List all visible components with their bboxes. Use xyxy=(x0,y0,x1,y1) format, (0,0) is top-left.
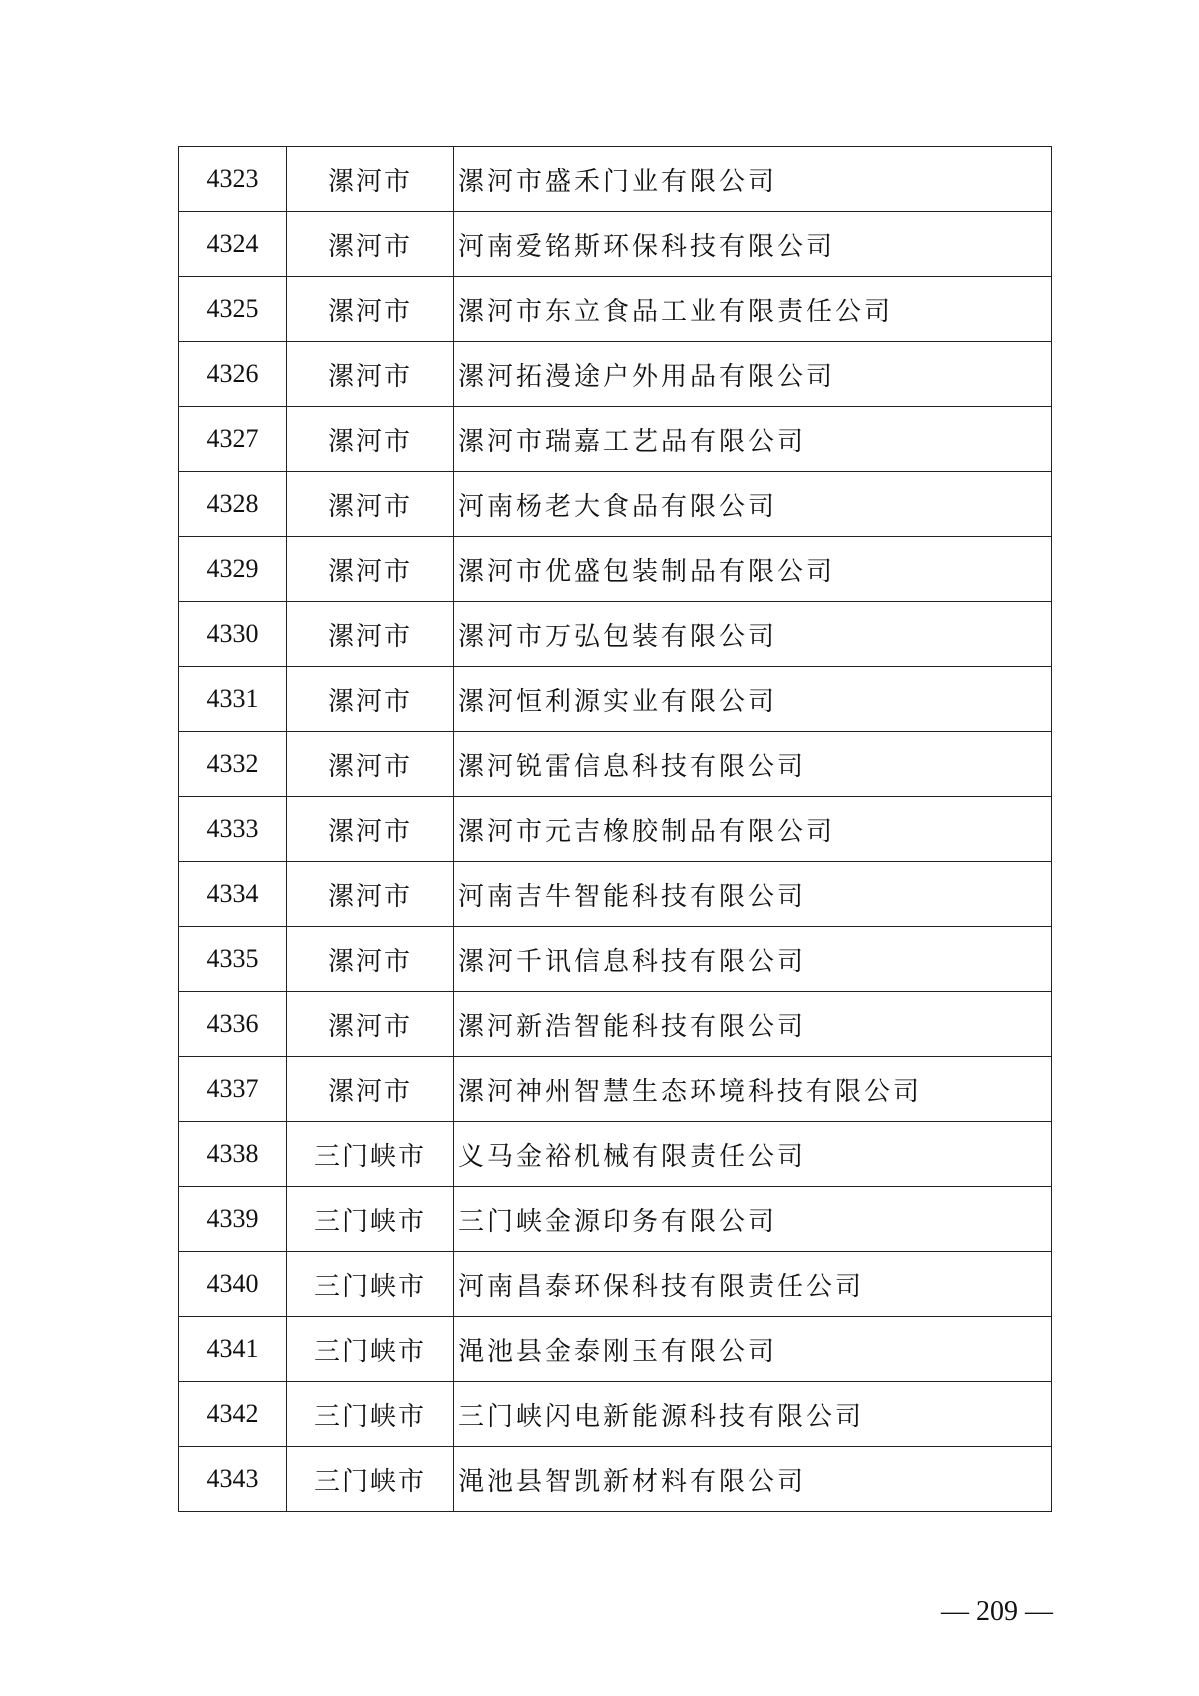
company-name-cell: 河南爱铭斯环保科技有限公司 xyxy=(454,212,1052,277)
table-row xyxy=(179,147,1052,212)
row-number-cell: 4333 xyxy=(179,797,287,862)
row-number-cell: 4342 xyxy=(179,1382,287,1447)
row-number-cell: 4341 xyxy=(179,1317,287,1382)
company-name-cell: 漯河市盛禾门业有限公司 xyxy=(454,147,1052,212)
company-name-cell: 渑池县智凯新材料有限公司 xyxy=(454,1447,1052,1512)
company-name-cell: 漯河恒利源实业有限公司 xyxy=(454,667,1052,732)
table-row xyxy=(179,602,1052,667)
table-row xyxy=(179,927,1052,992)
table-row xyxy=(179,992,1052,1057)
company-name-cell: 漯河市优盛包装制品有限公司 xyxy=(454,537,1052,602)
table-row xyxy=(179,407,1052,472)
table-row xyxy=(179,667,1052,732)
company-name-cell: 漯河拓漫途户外用品有限公司 xyxy=(454,342,1052,407)
city-cell: 漯河市 xyxy=(287,602,454,667)
row-number-cell: 4326 xyxy=(179,342,287,407)
city-cell: 三门峡市 xyxy=(287,1317,454,1382)
row-number-cell: 4325 xyxy=(179,277,287,342)
company-name-cell: 三门峡闪电新能源科技有限公司 xyxy=(454,1382,1052,1447)
table-row xyxy=(179,797,1052,862)
city-cell: 漯河市 xyxy=(287,472,454,537)
city-cell: 三门峡市 xyxy=(287,1187,454,1252)
company-name-cell: 漯河千讯信息科技有限公司 xyxy=(454,927,1052,992)
row-number-cell: 4329 xyxy=(179,537,287,602)
table-row xyxy=(179,212,1052,277)
city-cell: 漯河市 xyxy=(287,927,454,992)
city-cell: 漯河市 xyxy=(287,147,454,212)
city-cell: 三门峡市 xyxy=(287,1382,454,1447)
company-name-cell: 渑池县金泰刚玉有限公司 xyxy=(454,1317,1052,1382)
row-number-cell: 4337 xyxy=(179,1057,287,1122)
row-number-cell: 4327 xyxy=(179,407,287,472)
table-row xyxy=(179,1382,1052,1447)
city-cell: 三门峡市 xyxy=(287,1447,454,1512)
city-cell: 漯河市 xyxy=(287,407,454,472)
company-name-cell: 河南吉牛智能科技有限公司 xyxy=(454,862,1052,927)
row-number-cell: 4332 xyxy=(179,732,287,797)
company-name-cell: 三门峡金源印务有限公司 xyxy=(454,1187,1052,1252)
row-number-cell: 4328 xyxy=(179,472,287,537)
row-number-cell: 4330 xyxy=(179,602,287,667)
table-row xyxy=(179,1447,1052,1512)
table-row xyxy=(179,1187,1052,1252)
row-number-cell: 4339 xyxy=(179,1187,287,1252)
row-number-cell: 4340 xyxy=(179,1252,287,1317)
row-number-cell: 4335 xyxy=(179,927,287,992)
city-cell: 漯河市 xyxy=(287,342,454,407)
company-name-cell: 漯河神州智慧生态环境科技有限公司 xyxy=(454,1057,1052,1122)
city-cell: 三门峡市 xyxy=(287,1252,454,1317)
city-cell: 漯河市 xyxy=(287,992,454,1057)
company-name-cell: 漯河市万弘包装有限公司 xyxy=(454,602,1052,667)
table-row xyxy=(179,1122,1052,1187)
city-cell: 漯河市 xyxy=(287,277,454,342)
company-name-cell: 漯河市东立食品工业有限责任公司 xyxy=(454,277,1052,342)
company-name-cell: 漯河锐雷信息科技有限公司 xyxy=(454,732,1052,797)
city-cell: 漯河市 xyxy=(287,1057,454,1122)
city-cell: 三门峡市 xyxy=(287,1122,454,1187)
table-row xyxy=(179,472,1052,537)
company-list-body xyxy=(179,147,1052,1512)
city-cell: 漯河市 xyxy=(287,797,454,862)
row-number-cell: 4331 xyxy=(179,667,287,732)
company-name-cell: 漯河市元吉橡胶制品有限公司 xyxy=(454,797,1052,862)
company-name-cell: 漯河市瑞嘉工艺品有限公司 xyxy=(454,407,1052,472)
table-row xyxy=(179,1317,1052,1382)
table-row xyxy=(179,1252,1052,1317)
company-name-cell: 河南杨老大食品有限公司 xyxy=(454,472,1052,537)
company-name-cell: 义马金裕机械有限责任公司 xyxy=(454,1122,1052,1187)
table-row xyxy=(179,862,1052,927)
row-number-cell: 4334 xyxy=(179,862,287,927)
row-number-cell: 4338 xyxy=(179,1122,287,1187)
city-cell: 漯河市 xyxy=(287,212,454,277)
table-row xyxy=(179,277,1052,342)
company-name-cell: 漯河新浩智能科技有限公司 xyxy=(454,992,1052,1057)
table-row xyxy=(179,342,1052,407)
table-row xyxy=(179,537,1052,602)
row-number-cell: 4336 xyxy=(179,992,287,1057)
table-row xyxy=(179,732,1052,797)
city-cell: 漯河市 xyxy=(287,667,454,732)
row-number-cell: 4324 xyxy=(179,212,287,277)
page-number: — 209 — xyxy=(941,1596,1053,1627)
row-number-cell: 4343 xyxy=(179,1447,287,1512)
company-name-cell: 河南昌泰环保科技有限责任公司 xyxy=(454,1252,1052,1317)
table-row xyxy=(179,1057,1052,1122)
city-cell: 漯河市 xyxy=(287,732,454,797)
city-cell: 漯河市 xyxy=(287,537,454,602)
city-cell: 漯河市 xyxy=(287,862,454,927)
row-number-cell: 4323 xyxy=(179,147,287,212)
company-list-table xyxy=(178,146,1052,1512)
